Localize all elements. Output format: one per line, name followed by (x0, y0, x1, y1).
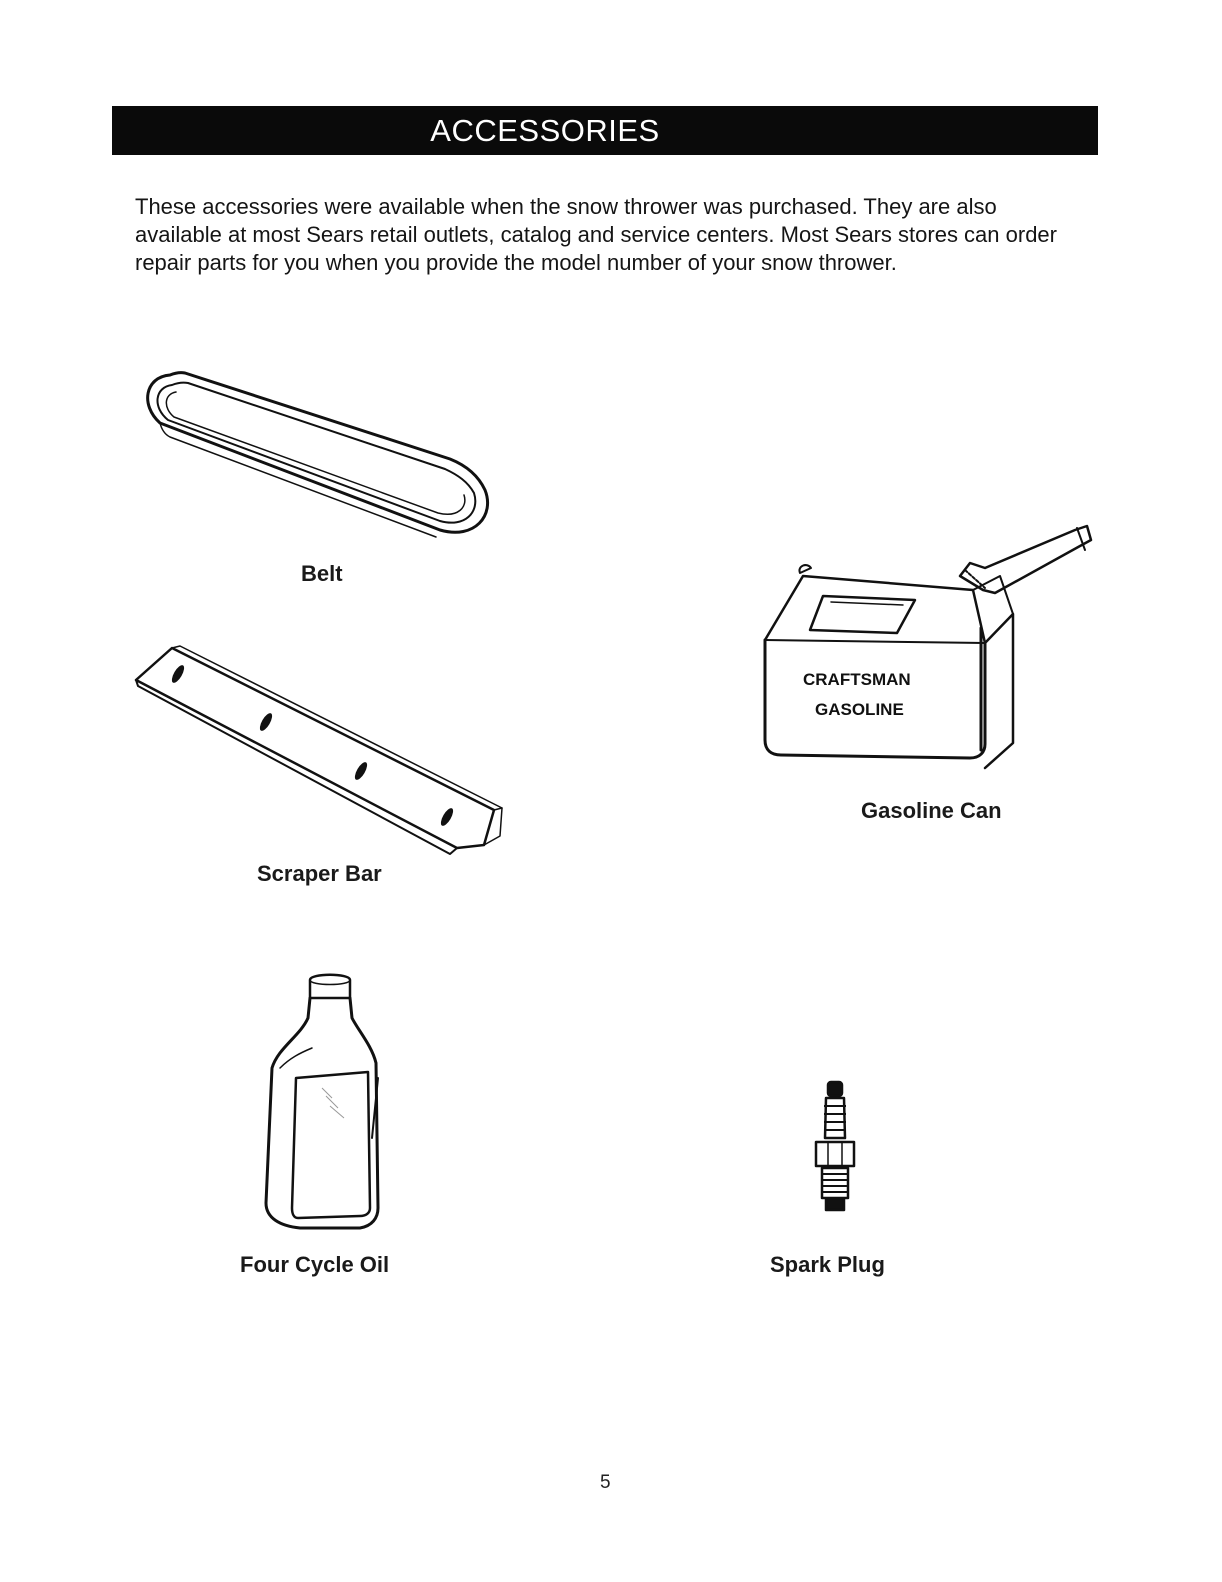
accessory-label-gasoline-can: Gasoline Can (861, 798, 1002, 823)
oil-bottle-icon (260, 968, 385, 1233)
accessory-label-scraper-bar: Scraper Bar (257, 861, 382, 886)
intro-paragraph: These accessories were available when the snow thrower was purchased. They are also available at most Sears retail outlets, catalog and service centers. Most Sears stores can order repair parts for you when you provide the model number of your snow thrower. (135, 194, 1057, 275)
accessory-label-belt: Belt (301, 561, 343, 586)
can-label-brand: CRAFTSMAN (803, 670, 911, 689)
belt-icon (140, 365, 500, 540)
accessory-label-four-cycle-oil: Four Cycle Oil (240, 1252, 390, 1277)
can-label-fuel: GASOLINE (815, 700, 904, 719)
page-title: ACCESSORIES (430, 112, 660, 148)
scraper-bar-icon (132, 640, 507, 855)
accessory-label-spark-plug: Spark Plug (770, 1252, 885, 1277)
spark-plug-icon (812, 1080, 858, 1220)
section-header-bar (112, 106, 1098, 155)
page-number: 5 (600, 1472, 611, 1493)
gasoline-can-icon (755, 518, 1095, 778)
